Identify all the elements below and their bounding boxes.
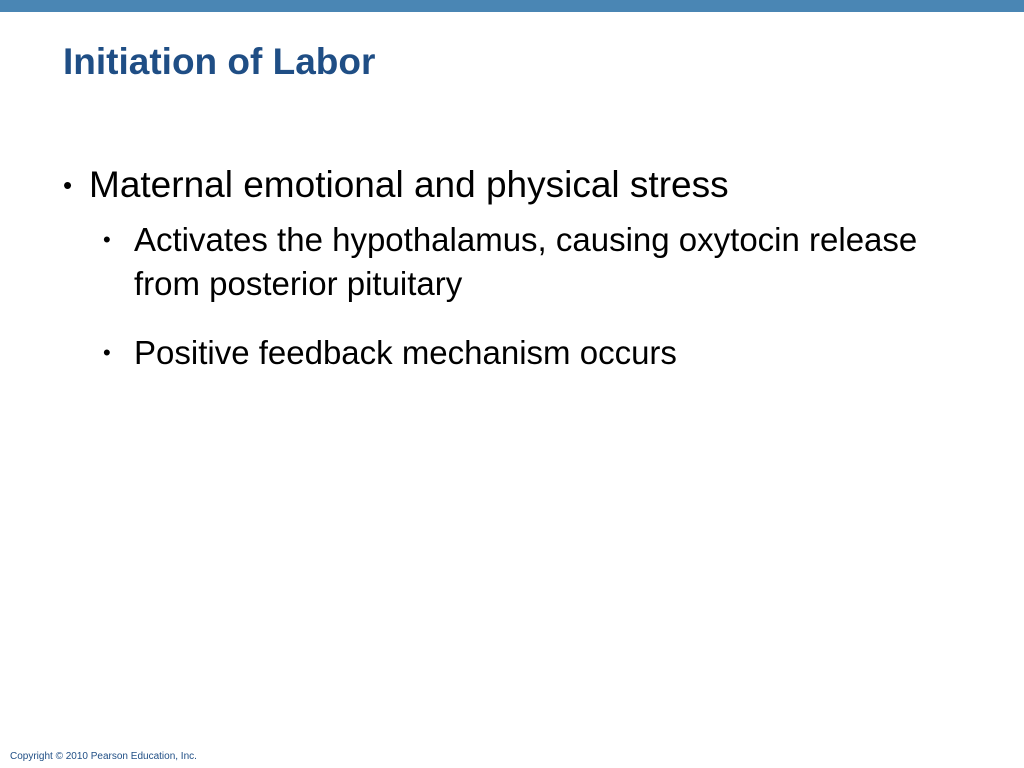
bullet-icon: •: [103, 340, 111, 365]
bullet-item-level1: [63, 160, 963, 210]
bullet-item-level2: [63, 331, 954, 375]
sub-bullet-text: Activates the hypothalamus, causing oxytocin release from posterior pituitary: [134, 221, 918, 302]
slide-content: [63, 160, 963, 400]
copyright-footer: Copyright © 2010 Pearson Education, Inc.: [10, 751, 197, 762]
bullet-item-level2: [63, 218, 954, 306]
bullet-icon: •: [63, 170, 73, 200]
bullet-icon: •: [103, 227, 111, 252]
sub-bullet-text: Positive feedback mechanism occurs: [134, 334, 677, 371]
sub-bullet-list: [63, 218, 963, 375]
top-accent-bar: [0, 0, 1024, 12]
bullet-text: Maternal emotional and physical stress: [89, 164, 729, 205]
slide-title: Initiation of Labor: [63, 41, 376, 82]
